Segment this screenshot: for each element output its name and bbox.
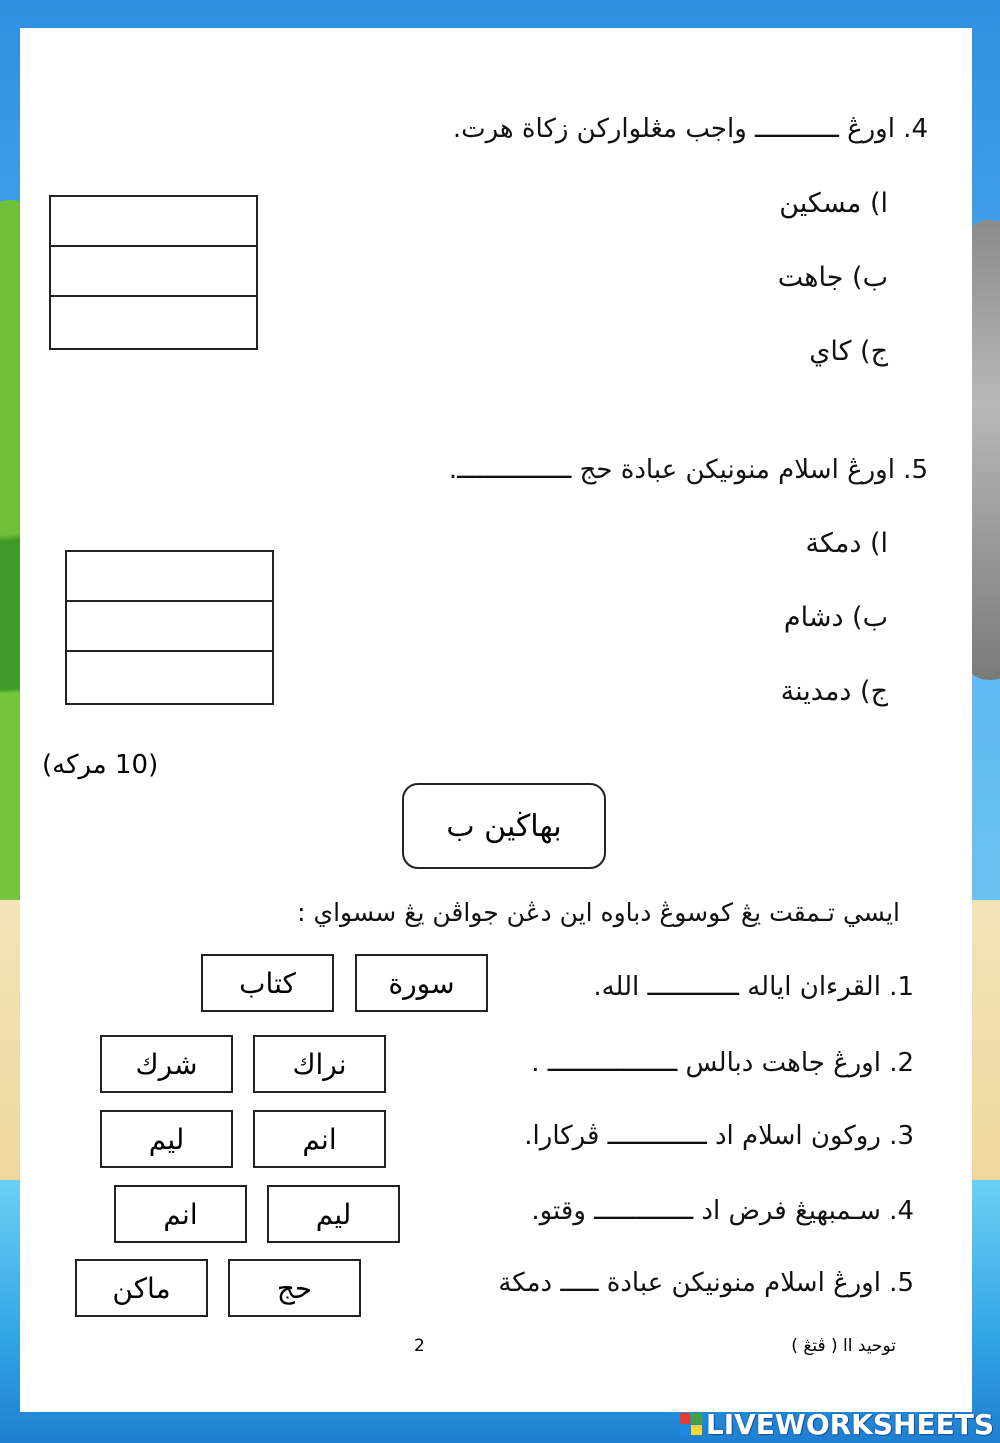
word-choice-2a[interactable]: شرك [100, 1035, 233, 1093]
question-4-option-a: ا) مسكين [779, 188, 888, 219]
question-5-answer-table [65, 550, 274, 705]
question-4-option-c: ج) كاي [809, 336, 888, 367]
question-5-option-a: ا) دمكة [805, 528, 888, 559]
page-number: 2 [414, 1336, 425, 1356]
answer-cell[interactable] [67, 652, 272, 702]
word-choice-5b[interactable]: حج [228, 1259, 361, 1317]
section-title: بهاڬين ب [402, 783, 606, 869]
logo-square [680, 1413, 691, 1424]
question-4-option-b: ب) جاهت [777, 262, 888, 293]
instruction-text: ايسي تـمقت يڠ كوسوڠ دباوه اين دڠن جواڤن يڠ سسواي : [297, 898, 900, 927]
word-choice-2b[interactable]: نراك [253, 1035, 386, 1093]
fill-blank-2-text: 2. اورڠ جاهت دبالس ـــــــــــــــــ . [531, 1048, 914, 1078]
fill-blank-3-text: 3. روكون اسلام اد ـــــــــــــ ڤركارا. [524, 1121, 914, 1151]
word-choice-1a[interactable]: كتاب [201, 954, 334, 1012]
question-4-text: 4. اورڠ ـــــــــــ واجب مڠلواركن زكاة هرت. [452, 114, 928, 144]
question-5-option-b: ب) دشام [783, 602, 888, 633]
word-choice-5a[interactable]: ماكن [75, 1259, 208, 1317]
question-5-text: 5. اورڠ اسلام منونيكن عبادة حج ـــــــــــــــ. [448, 455, 928, 485]
answer-cell[interactable] [67, 602, 272, 652]
fill-blank-5-text: 5. اورڠ اسلام منونيكن عبادة ـــــ دمكة [498, 1268, 914, 1298]
question-5-option-c: ج) دمدينة [780, 676, 888, 707]
liveworksheets-brand[interactable] [680, 1407, 994, 1441]
word-choice-4a[interactable]: انم [114, 1185, 247, 1243]
answer-cell[interactable] [51, 197, 256, 247]
brand-name: LIVEWORKSHEETS [705, 1407, 994, 1441]
answer-cell[interactable] [67, 552, 272, 602]
question-4-answer-table [49, 195, 258, 350]
logo-square [691, 1425, 702, 1436]
word-choice-1b[interactable]: سورة [355, 954, 488, 1012]
logo-square [691, 1413, 702, 1424]
liveworksheets-logo-icon [680, 1413, 702, 1435]
answer-cell[interactable] [51, 297, 256, 347]
answer-cell[interactable] [51, 247, 256, 297]
word-choice-3a[interactable]: ليم [100, 1110, 233, 1168]
word-choice-3b[interactable]: انم [253, 1110, 386, 1168]
footer-title: توحيد اا ( ڤتڠ ) [791, 1336, 896, 1356]
marks-label: (10 مركه) [42, 750, 159, 780]
logo-square [680, 1425, 691, 1436]
fill-blank-1-text: 1. القرءان اياله ــــــــــــ الله. [593, 972, 914, 1002]
fill-blank-4-text: 4. سـمبهيڠ فرض اد ـــــــــــــ وقتو. [531, 1196, 914, 1226]
word-choice-4b[interactable]: ليم [267, 1185, 400, 1243]
